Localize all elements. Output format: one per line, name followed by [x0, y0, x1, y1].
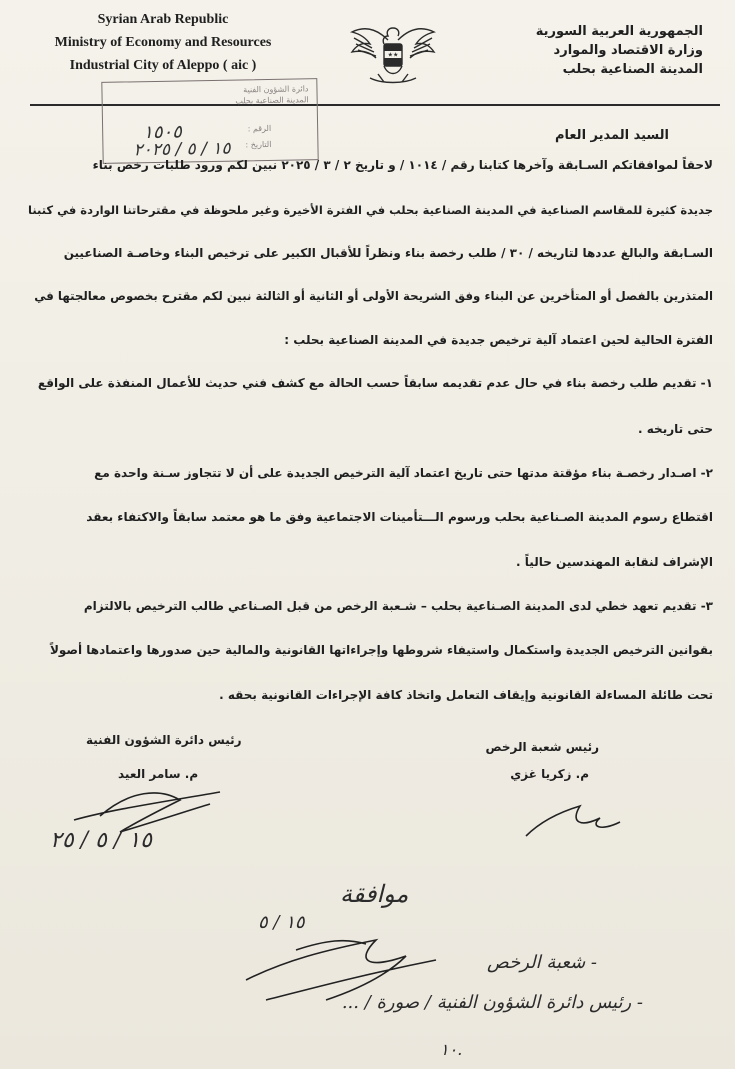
right-signature-icon — [520, 792, 630, 842]
registration-stamp — [101, 78, 318, 164]
right-signatory-name: م. زكريا غزي — [510, 767, 589, 781]
letter-line: جديدة كثيرة للمقاسم الصناعية في المدينة الصناعية بحلب في الفترة الأخيرة وغير ملحوظة في مقترحاتنا الواردة في كتبنا — [28, 203, 713, 217]
stamp-department — [235, 83, 309, 106]
stamp-number-label: الرقم : — [247, 123, 272, 134]
letterhead-ministry-en: Ministry of Economy and Resources — [54, 35, 272, 50]
arabic-letterhead — [473, 22, 703, 79]
svg-text:★★: ★★ — [387, 51, 399, 59]
letterhead-country-en: Syrian Arab Republic — [97, 12, 229, 27]
stamp-number-handwritten: ١٥٠٥ — [143, 121, 183, 144]
letter-line: ٣- تقديم تعهد خطي لدى المدينة الصـناعية بحلب – شـعبة الرخص من قبل الصـناعي طالب الترخيص بالالتزام — [83, 599, 713, 613]
stamp-date-handwritten: ١٥ / ٥ / ٢٠٢٥ — [133, 138, 231, 161]
letter-line: الفترة الحالية لحين اعتماد آلية ترخيص جديدة في المدينة الصناعية بحلب : — [284, 333, 713, 347]
letter-line: حتى تاريخه . — [638, 422, 713, 436]
letterhead-ministry-ar: وزارة الاقتصاد والموارد — [553, 43, 703, 58]
letterhead-city-ar: المدينة الصناعية بحلب — [562, 62, 703, 77]
english-letterhead — [28, 8, 298, 77]
handwritten-approval: موافقة — [340, 880, 409, 908]
syrian-eagle-emblem-icon — [348, 18, 438, 90]
letter-line: الإشراف لنقابة المهندسين حالياً . — [516, 555, 713, 569]
handwritten-approval-date: ١٥ / ٥ — [258, 912, 305, 933]
right-signatory-title: رئيس شعبة الرخص — [485, 740, 599, 754]
letter-line: المتذرين بالفصل أو المتأخرين عن البناء وفق الشريحة الأولى أو الثانية أو الثالثة نبين لكم مقترح بخصوص معالجتها في — [34, 289, 713, 303]
letter-line: السـابقة والبالغ عددها لتاريخه / ٣٠ / طلب رخصة بناء ونظراً للأقبال الكبير على ترخيص البناء وخاصـة الصناعيين — [63, 246, 713, 260]
letterhead-country-ar: الجمهورية العربية السورية — [535, 24, 703, 39]
stamp-line: دائرة الشؤون الفنية — [243, 84, 309, 95]
letter-line: اقتطاع رسوم المدينة الصـناعية بحلب ورسوم الـــتأمينات الاجتماعية وفق ما هو معتمد سابقاً والاكتفاء بعقد — [86, 510, 713, 524]
stamp-line: المدينة الصناعية بحلب — [235, 95, 309, 106]
handwritten-note-bottom: ١٠. — [440, 1040, 463, 1059]
handwritten-note-line: - شعبة الرخص — [487, 952, 597, 973]
left-signatory-title: رئيس دائرة الشؤون الفنية — [86, 733, 242, 747]
stamp-date-label: التاريخ : — [245, 139, 272, 150]
letterhead-city-en: Industrial City of Aleppo ( aic ) — [69, 58, 257, 73]
letter-line: بقوانين الترخيص الجديدة واستكمال واستيفاء شروطها وإجراءاتها القانونية والمالية حين صدورها واعتمادها أصولاً — [49, 643, 713, 657]
letter-line: ٢- اصـدار رخصـة بناء مؤقتة مدتها حتى تاريخ اعتماد آلية الترخيص الجديدة على أن لا تتجاوز سـنة واحدة مع — [94, 466, 713, 480]
left-signatory-name: م. سامر العيد — [118, 767, 199, 781]
letter-line: ١- تقديم طلب رخصة بناء في حال عدم تقديمه سابقاً حسب الحالة مع كشف فني حديث للأعمال المنفذة على الواقع — [37, 376, 713, 390]
letter-line: لاحقاً لموافقاتكم السـابقة وآخرها كتابنا رقم / ١٠١٤ / و تاريخ ٢ / ٣ / ٢٠٢٥ نبين لكم ورود طلبات رخص بناء — [92, 158, 713, 172]
left-signature-date: ١٥ / ٥ / ٢٥ — [50, 828, 152, 853]
letter-line: تحت طائلة المساءلة القانونية وإيقاف التعامل واتخاذ كافة الإجراءات القانونية بحقه . — [219, 688, 713, 702]
addressee: السيد المدير العام — [554, 128, 669, 143]
handwritten-note-line: - رئيس دائرة الشؤون الفنية / صورة / ... — [341, 992, 643, 1013]
